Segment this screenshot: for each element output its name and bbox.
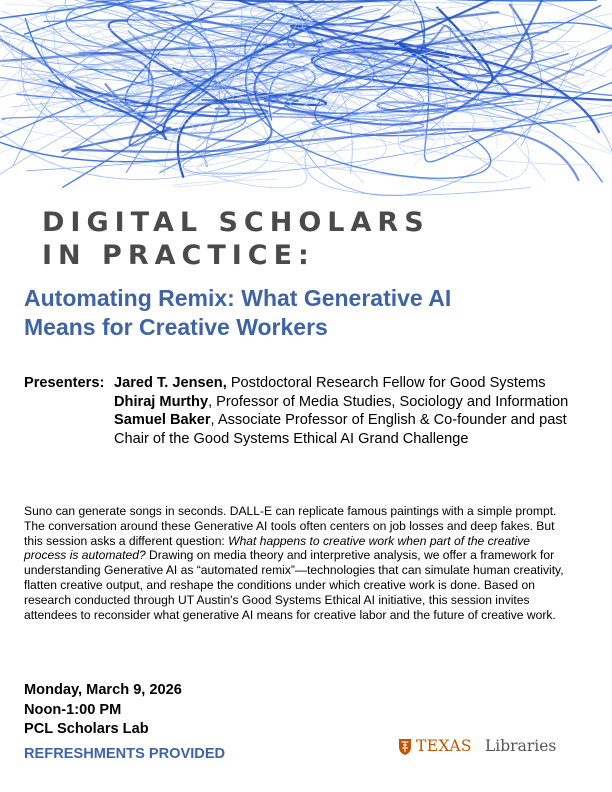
presenter-name: Jared T. Jensen, [114, 375, 227, 391]
series-title-line1: DIGITAL SCHOLARS [42, 207, 430, 238]
description-body: Drawing on media theory and interpretive analysis, we offer a framework for understanding Generative AI as “automated remix”—technologies that can simulate human creativity, flatten creative output, and reshape the conditions under which creative work is done. Based on research conducted through UT Austin's Good Systems Ethical AI initiative, this session invites attendees to reconsider what generative AI means for creative labor and the future of creative work. [24, 548, 564, 622]
logo-word-libraries: Libraries [485, 737, 557, 755]
event-title-line1: Automating Remix: What Generative AI [24, 285, 452, 311]
refreshments-note: REFRESHMENTS PROVIDED [24, 746, 226, 762]
event-title-line2: Means for Creative Workers [24, 314, 328, 340]
event-location: PCL Scholars Lab [24, 721, 149, 737]
description-intro: Suno can generate songs in seconds. DALL-E can replicate famous paintings with a simple prompt. The conversation around these Generative AI tools often centers on job losses and deep fakes. But this session asks a different question: [24, 504, 557, 548]
art-arc [27, 97, 595, 165]
presenters-label: Presenters: [24, 375, 105, 391]
ut-seal-icon [398, 738, 412, 756]
description-question: What happens to creative work when part of the creative process is automated? [24, 533, 530, 563]
header-art [0, 0, 612, 200]
presenter-role: Postdoctoral Research Fellow for Good Systems [226, 375, 546, 391]
presenter [114, 393, 592, 412]
event-date: Monday, March 9, 2026 [24, 682, 182, 698]
event-details [24, 681, 182, 740]
presenter-name: Samuel Baker [114, 412, 211, 428]
series-title [42, 206, 430, 272]
presenter-role: , Associate Professor of English & Co-founder and past Chair of the Good Systems Ethical AI Grand Challenge [114, 412, 567, 447]
series-title-line2: IN PRACTICE: [42, 240, 315, 271]
event-description [24, 504, 569, 622]
presenter [114, 374, 592, 393]
presenter-role: , Professor of Media Studies, Sociology and Information [208, 393, 569, 410]
presenter-name: Dhiraj Murthy [114, 393, 209, 410]
presenter [114, 411, 592, 448]
event-title [24, 284, 564, 342]
event-time: Noon-1:00 PM [24, 701, 122, 718]
logo-word-texas: TEXAS [416, 737, 472, 755]
presenters-list [114, 374, 592, 448]
